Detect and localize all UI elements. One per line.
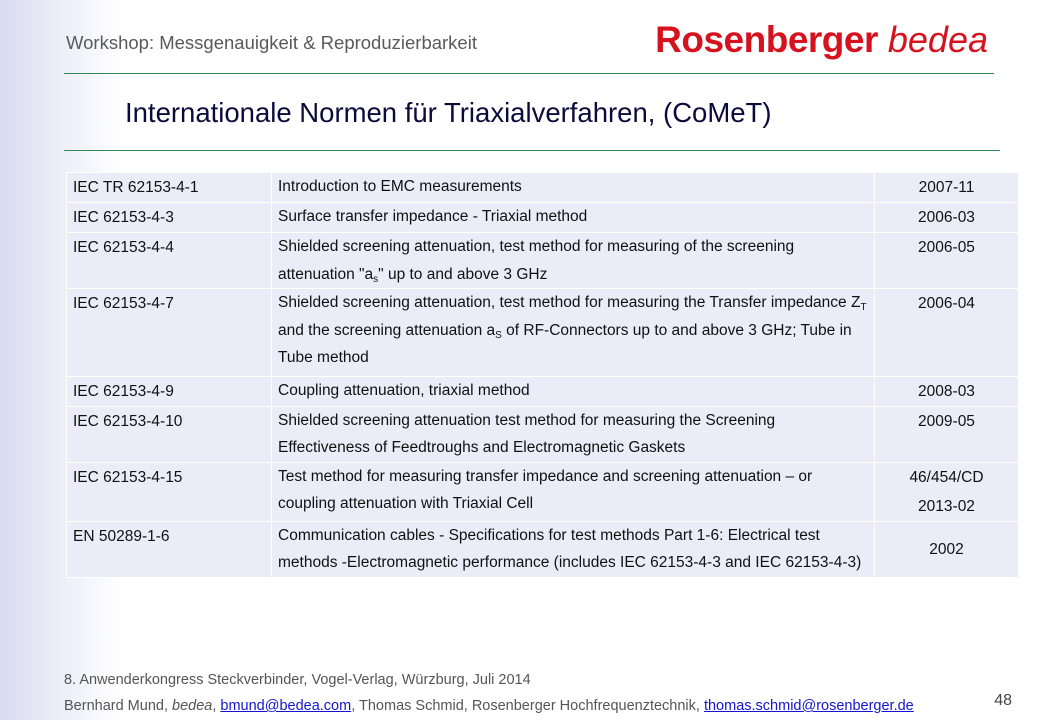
standard-description: Coupling attenuation, triaxial method — [272, 376, 875, 406]
table-row — [67, 462, 1019, 521]
email-link-tschmid[interactable]: thomas.schmid@rosenberger.de — [703, 698, 914, 714]
desc-part: and the screening attenuation a — [278, 321, 496, 339]
table-row — [67, 376, 1019, 406]
standard-id: IEC 62153-4-15 — [67, 462, 272, 521]
desc-part: of RF-Connectors up to and above 3 GHz; Tube in Tube method — [278, 321, 852, 366]
standard-id: EN 50289-1-6 — [67, 521, 272, 577]
desc-subscript: S — [495, 329, 502, 341]
standard-id: IEC 62153-4-4 — [67, 233, 272, 289]
document-number: 46/454/CD — [909, 468, 984, 486]
table-row — [67, 203, 1019, 233]
brand-logo — [655, 19, 988, 61]
table-row — [67, 406, 1019, 462]
standard-id: IEC 62153-4-9 — [67, 376, 272, 406]
standard-date — [875, 462, 1019, 521]
standard-date: 2006-04 — [875, 289, 1019, 377]
header-divider — [64, 73, 994, 74]
table-row — [67, 289, 1019, 377]
congress-note: 8. Anwenderkongress Steckverbinder, Vogel-Verlag, Würzburg, Juli 2014 — [64, 672, 531, 688]
standard-id: IEC 62153-4-7 — [67, 289, 272, 377]
desc-part: " up to and above 3 GHz — [378, 265, 548, 283]
standard-date: 2006-05 — [875, 233, 1019, 289]
standard-description: Test method for measuring transfer impedance and screening attenuation – or coupling attenuation with Triaxial Cell — [272, 462, 875, 521]
desc-subscript: T — [860, 302, 867, 313]
standard-id: IEC 62153-4-10 — [67, 406, 272, 462]
desc-part: Shielded screening attenuation, test method for measuring the Transfer impedance Z — [278, 294, 861, 311]
brand-main: Rosenberger — [655, 19, 878, 60]
standard-date: 2009-05 — [875, 406, 1019, 462]
standard-description: Communication cables - Specifications for test methods Part 1-6: Electrical test methods -Electromagnetic performance (includes IEC 62153-4-3 and IEC 62153-4-3) — [272, 521, 875, 577]
standard-date: 2007-11 — [875, 173, 1019, 203]
standard-id: IEC TR 62153-4-1 — [67, 173, 272, 203]
standard-date: 2008-03 — [875, 376, 1019, 406]
workshop-title: Workshop: Messgenauigkeit & Reproduzierbarkeit — [66, 32, 477, 53]
footer-authors — [64, 698, 914, 714]
title-divider — [64, 150, 1000, 151]
standard-date: 2006-03 — [875, 203, 1019, 233]
table-row — [67, 233, 1019, 289]
desc-part: Shielded screening attenuation, test method for measuring of the screening attenuation "a — [278, 238, 795, 283]
standard-id: IEC 62153-4-3 — [67, 203, 272, 233]
brand-sub: bedea — [887, 19, 988, 60]
author-2: , Thomas Schmid, Rosenberger Hochfrequenztechnik, — [351, 698, 704, 714]
slide-title: Internationale Normen für Triaxialverfahren, (CoMeT) — [125, 97, 772, 128]
standard-description: Surface transfer impedance - Triaxial method — [272, 203, 875, 233]
page-number: 48 — [994, 692, 1012, 709]
standard-date: 2013-02 — [918, 497, 975, 515]
standard-description: Introduction to EMC measurements — [272, 173, 875, 203]
separator: , — [212, 698, 221, 714]
standard-date: 2002 — [875, 521, 1019, 577]
table-row — [67, 521, 1019, 577]
email-link-bmund[interactable]: bmund@bedea.com — [220, 698, 352, 714]
standard-description — [272, 289, 875, 377]
standard-description — [272, 233, 875, 289]
author-1: Bernhard Mund, — [64, 698, 173, 714]
org-1: bedea — [172, 698, 213, 714]
desc-subscript: s — [373, 273, 379, 285]
table-row — [67, 173, 1019, 203]
standard-description: Shielded screening attenuation test method for measuring the Screening Effectiveness of Feedtroughs and Electromagnetic Gaskets — [272, 406, 875, 462]
standards-table — [66, 172, 1019, 578]
